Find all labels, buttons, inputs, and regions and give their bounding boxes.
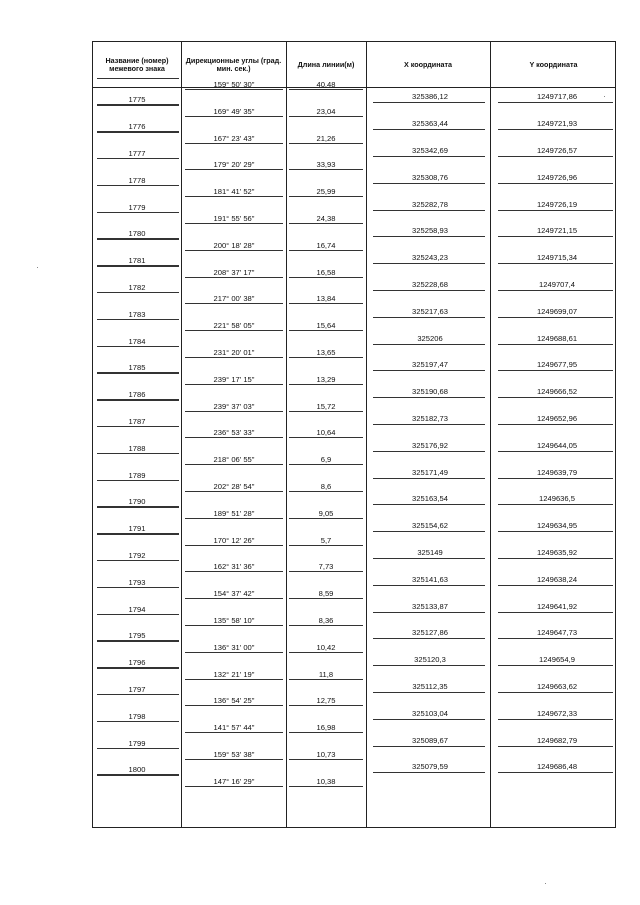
point-name-cell: 1794: [128, 604, 146, 614]
row-rule: [289, 625, 363, 626]
header-y-coordinate: Y координата: [529, 59, 578, 69]
row-rule: [97, 78, 179, 79]
row-rule: [289, 545, 363, 546]
point-name-cell: 1787: [128, 417, 146, 426]
row-rule: [97, 694, 179, 695]
point-name-cell: 1778: [128, 175, 146, 185]
row-rule: [185, 518, 283, 519]
line-length-cell: 13,65: [316, 348, 336, 357]
row-rule: [373, 638, 485, 639]
row-rule: [498, 210, 613, 211]
row-rule: [498, 585, 613, 586]
y-coordinate-cell: 1249721,15: [536, 226, 578, 236]
y-coordinate-cell: 1249688,61: [536, 333, 578, 343]
line-length-cell: 10,64: [316, 428, 336, 438]
direction-angle-cell: 221° 58' 05": [213, 321, 255, 331]
row-rule: [373, 612, 485, 613]
row-rule: [97, 319, 179, 320]
direction-angle-cell: 191° 55' 56": [213, 214, 255, 223]
x-coordinate-cell: 325079,59: [412, 762, 448, 772]
scan-speck: [37, 267, 38, 268]
direction-angle-cell: 189° 51' 28": [213, 508, 255, 518]
row-rule: [498, 290, 613, 291]
line-length-cell: 8,6: [320, 482, 332, 491]
line-length-cell: 15,64: [316, 321, 336, 331]
point-name-cell: 1795: [128, 631, 146, 641]
y-coordinate-cell: 1249638,24: [536, 574, 578, 584]
direction-angle-cell: 202° 28' 54": [213, 482, 255, 491]
direction-angle-cell: 200° 18' 28": [213, 240, 255, 250]
x-coordinate-cell: 325171,49: [412, 467, 448, 477]
direction-angle-cell: 141° 57' 44": [213, 723, 255, 733]
column-divider: [490, 42, 491, 827]
point-name-cell: 1781: [128, 256, 146, 266]
y-coordinate-cell: 1249647,73: [536, 628, 578, 638]
row-rule: [373, 344, 485, 345]
row-rule: [185, 357, 283, 358]
row-rule: [185, 143, 283, 144]
row-rule: [97, 292, 179, 293]
row-rule: [97, 506, 179, 507]
direction-angle-cell: 136° 54' 25": [213, 696, 255, 706]
row-rule: [498, 772, 613, 773]
direction-angle-cell: 136° 31' 00": [213, 642, 255, 652]
row-rule: [185, 491, 283, 492]
row-rule: [373, 692, 485, 693]
y-coordinate-cell: 1249635,92: [536, 548, 578, 557]
y-coordinate-cell: 1249726,96: [536, 172, 578, 182]
point-name-cell: 1786: [128, 390, 146, 400]
line-length-cell: 11,8: [318, 669, 334, 679]
line-length-cell: 33,93: [316, 160, 336, 170]
scan-speck: [604, 96, 605, 97]
line-length-cell: 21,26: [316, 133, 336, 143]
y-coordinate-cell: 1249721,93: [536, 119, 578, 129]
row-rule: [185, 437, 283, 438]
row-rule: [185, 652, 283, 653]
row-rule: [373, 504, 485, 505]
x-coordinate-cell: 325120,3: [414, 655, 446, 665]
row-rule: [185, 598, 283, 599]
y-coordinate-cell: 1249699,07: [536, 306, 578, 316]
direction-angle-cell: 179° 20' 29": [213, 160, 255, 170]
point-name-cell: 1777: [128, 149, 146, 158]
row-rule: [289, 411, 363, 412]
row-rule: [97, 667, 179, 668]
row-rule: [498, 665, 613, 666]
x-coordinate-cell: 325342,69: [412, 146, 448, 155]
row-rule: [373, 478, 485, 479]
row-rule: [289, 759, 363, 760]
direction-angle-cell: 169° 49' 35": [213, 106, 255, 116]
row-rule: [498, 397, 613, 398]
line-length-cell: 25,99: [316, 187, 336, 197]
x-coordinate-cell: 325149: [417, 548, 443, 557]
point-name-cell: 1788: [128, 443, 146, 453]
row-rule: [185, 786, 283, 787]
x-coordinate-cell: 325127,86: [412, 628, 448, 638]
row-rule: [97, 399, 179, 400]
y-coordinate-cell: 1249677,95: [536, 360, 578, 370]
direction-angle-cell: 236° 53' 33": [213, 428, 255, 438]
row-rule: [289, 169, 363, 170]
row-rule: [97, 587, 179, 588]
row-rule: [373, 236, 485, 237]
row-rule: [97, 212, 179, 213]
row-rule: [185, 759, 283, 760]
row-rule: [498, 558, 613, 559]
y-coordinate-cell: 1249663,62: [536, 682, 578, 691]
direction-angle-cell: 181° 41' 52": [213, 187, 255, 197]
line-length-cell: 10,42: [316, 642, 336, 652]
direction-angle-cell: 170° 12' 26": [213, 535, 255, 545]
line-length-cell: 23,04: [316, 106, 336, 116]
x-coordinate-cell: 325176,92: [412, 440, 448, 450]
row-rule: [373, 317, 485, 318]
direction-angle-cell: 154° 37' 42": [213, 589, 255, 599]
direction-angle-cell: 239° 17' 15": [213, 374, 255, 384]
y-coordinate-cell: 1249717,86: [536, 92, 578, 102]
row-rule: [185, 330, 283, 331]
row-rule: [289, 277, 363, 278]
point-name-cell: 1783: [128, 309, 146, 319]
row-rule: [289, 705, 363, 706]
row-rule: [289, 143, 363, 144]
row-rule: [373, 746, 485, 747]
row-rule: [373, 263, 485, 264]
row-rule: [185, 411, 283, 412]
row-rule: [97, 640, 179, 641]
row-rule: [373, 665, 485, 666]
direction-angle-cell: 159° 50' 30": [213, 80, 255, 89]
y-coordinate-cell: 1249639,79: [536, 467, 578, 477]
row-rule: [97, 372, 179, 373]
point-name-cell: 1780: [128, 229, 146, 239]
row-rule: [185, 169, 283, 170]
row-rule: [185, 571, 283, 572]
x-coordinate-cell: 325217,63: [412, 306, 448, 316]
row-rule: [289, 598, 363, 599]
y-coordinate-cell: 1249726,19: [536, 199, 578, 209]
row-rule: [185, 116, 283, 117]
row-rule: [498, 531, 613, 532]
x-coordinate-cell: 325206: [417, 333, 443, 343]
row-rule: [498, 102, 613, 103]
y-coordinate-cell: 1249654,9: [539, 655, 575, 665]
header-point-name: Название (номер) межевого знака: [105, 55, 169, 73]
x-coordinate-cell: 325243,23: [412, 253, 448, 263]
row-rule: [97, 158, 179, 159]
line-length-cell: 16,58: [316, 267, 336, 277]
line-length-cell: 7,73: [318, 562, 334, 572]
row-rule: [185, 250, 283, 251]
row-rule: [185, 545, 283, 546]
x-coordinate-cell: 325386,12: [412, 92, 448, 102]
x-coordinate-cell: 325141,63: [412, 574, 448, 584]
point-name-cell: 1784: [128, 336, 146, 346]
x-coordinate-cell: 325228,68: [412, 280, 448, 289]
y-coordinate-cell: 1249636,5: [539, 494, 575, 504]
x-coordinate-cell: 325103,04: [412, 708, 448, 718]
row-rule: [97, 426, 179, 427]
row-rule: [373, 424, 485, 425]
row-rule: [185, 303, 283, 304]
y-coordinate-cell: 1249641,92: [536, 601, 578, 611]
line-length-cell: 15,72: [316, 401, 336, 411]
row-rule: [289, 357, 363, 358]
row-rule: [185, 464, 283, 465]
direction-angle-cell: 231° 20' 01": [213, 348, 255, 357]
point-name-cell: 1799: [128, 738, 146, 748]
point-name-cell: 1785: [128, 363, 146, 373]
line-length-cell: 16,98: [316, 723, 336, 733]
row-rule: [373, 129, 485, 130]
direction-angle-cell: 208° 37' 17": [213, 267, 255, 277]
row-rule: [498, 719, 613, 720]
line-length-cell: 12,75: [316, 696, 336, 706]
row-rule: [289, 223, 363, 224]
line-length-cell: 24,38: [316, 214, 336, 223]
point-name-cell: 1790: [128, 497, 146, 507]
row-rule: [289, 89, 363, 90]
row-rule: [97, 721, 179, 722]
line-length-cell: 5,7: [320, 535, 332, 545]
row-rule: [185, 625, 283, 626]
row-rule: [185, 196, 283, 197]
line-length-cell: 8,36: [318, 616, 334, 625]
row-rule: [289, 518, 363, 519]
row-rule: [498, 746, 613, 747]
column-divider: [366, 42, 367, 827]
direction-angle-cell: 132° 21' 19": [213, 669, 255, 679]
y-coordinate-cell: 1249644,05: [536, 440, 578, 450]
row-rule: [373, 397, 485, 398]
point-name-cell: 1789: [128, 470, 146, 480]
row-rule: [289, 652, 363, 653]
row-rule: [373, 290, 485, 291]
header-x-coordinate: X координата: [403, 59, 453, 69]
row-rule: [97, 480, 179, 481]
direction-angle-cell: 135° 58' 10": [213, 616, 255, 625]
row-rule: [373, 585, 485, 586]
row-rule: [97, 346, 179, 347]
x-coordinate-cell: 325258,93: [412, 226, 448, 236]
row-rule: [97, 533, 179, 534]
direction-angle-cell: 159° 53' 38": [213, 750, 255, 759]
row-rule: [498, 236, 613, 237]
column-divider: [286, 42, 287, 827]
row-rule: [97, 131, 179, 132]
row-rule: [289, 491, 363, 492]
point-name-cell: 1782: [128, 283, 146, 292]
row-rule: [97, 614, 179, 615]
y-coordinate-cell: 1249634,95: [536, 521, 578, 531]
row-rule: [97, 185, 179, 186]
header-direction-angle: Дирекционные углы (град. мин. сек.): [185, 55, 282, 73]
line-length-cell: 13,84: [316, 294, 336, 304]
y-coordinate-cell: 1249726,57: [536, 146, 578, 155]
row-rule: [289, 116, 363, 117]
row-rule: [373, 102, 485, 103]
line-length-cell: 6,9: [320, 455, 332, 465]
row-rule: [498, 504, 613, 505]
x-coordinate-cell: 325308,76: [412, 172, 448, 182]
scan-speck: [545, 883, 546, 884]
row-rule: [289, 464, 363, 465]
direction-angle-cell: 217° 00' 38": [213, 294, 255, 304]
row-rule: [289, 303, 363, 304]
x-coordinate-cell: 325197,47: [412, 360, 448, 370]
row-rule: [498, 451, 613, 452]
row-rule: [97, 748, 179, 749]
point-name-cell: 1792: [128, 551, 146, 560]
row-rule: [289, 384, 363, 385]
row-rule: [97, 560, 179, 561]
x-coordinate-cell: 325182,73: [412, 414, 448, 423]
direction-angle-cell: 218° 06' 55": [213, 455, 255, 465]
y-coordinate-cell: 1249707,4: [539, 280, 575, 289]
y-coordinate-cell: 1249715,34: [536, 253, 578, 263]
row-rule: [498, 424, 613, 425]
row-rule: [498, 612, 613, 613]
row-rule: [373, 183, 485, 184]
x-coordinate-cell: 325363,44: [412, 119, 448, 129]
point-name-cell: 1779: [128, 202, 146, 212]
x-coordinate-cell: 325154,62: [412, 521, 448, 531]
y-coordinate-cell: 1249652,96: [536, 414, 578, 423]
row-rule: [373, 370, 485, 371]
header-line-length: Длина линии(м): [297, 59, 355, 69]
point-name-cell: 1776: [128, 122, 146, 132]
row-rule: [97, 774, 179, 775]
row-rule: [498, 183, 613, 184]
line-length-cell: 13,29: [316, 374, 336, 384]
row-rule: [498, 370, 613, 371]
row-rule: [373, 451, 485, 452]
row-rule: [289, 196, 363, 197]
point-name-cell: 1775: [128, 95, 146, 105]
row-rule: [97, 104, 179, 105]
row-rule: [498, 263, 613, 264]
line-length-cell: 10,73: [316, 750, 336, 759]
direction-angle-cell: 167° 23' 43": [213, 133, 255, 143]
row-rule: [289, 250, 363, 251]
y-coordinate-cell: 1249666,52: [536, 387, 578, 397]
row-rule: [289, 786, 363, 787]
row-rule: [373, 210, 485, 211]
y-coordinate-cell: 1249686,48: [536, 762, 578, 772]
row-rule: [289, 437, 363, 438]
row-rule: [185, 277, 283, 278]
row-rule: [373, 772, 485, 773]
row-rule: [289, 330, 363, 331]
y-coordinate-cell: 1249672,33: [536, 708, 578, 718]
row-rule: [373, 719, 485, 720]
direction-angle-cell: 162° 31' 36": [213, 562, 255, 572]
row-rule: [185, 223, 283, 224]
point-name-cell: 1793: [128, 577, 146, 587]
row-rule: [185, 705, 283, 706]
x-coordinate-cell: 325282,78: [412, 199, 448, 209]
line-length-cell: 40,48: [316, 80, 336, 89]
row-rule: [498, 344, 613, 345]
row-rule: [498, 692, 613, 693]
row-rule: [373, 531, 485, 532]
direction-angle-cell: 147° 16' 29": [213, 776, 255, 786]
x-coordinate-cell: 325190,68: [412, 387, 448, 397]
row-rule: [498, 638, 613, 639]
row-rule: [185, 732, 283, 733]
point-name-cell: 1791: [128, 524, 146, 534]
line-length-cell: 9,05: [318, 508, 334, 518]
row-rule: [185, 384, 283, 385]
x-coordinate-cell: 325112,35: [412, 682, 448, 691]
row-rule: [498, 317, 613, 318]
row-rule: [373, 156, 485, 157]
line-length-cell: 10,38: [316, 776, 336, 786]
row-rule: [498, 129, 613, 130]
x-coordinate-cell: 325089,67: [412, 735, 448, 745]
row-rule: [289, 571, 363, 572]
boundary-points-table: [92, 41, 616, 828]
y-coordinate-cell: 1249682,79: [536, 735, 578, 745]
row-rule: [97, 453, 179, 454]
row-rule: [185, 89, 283, 90]
x-coordinate-cell: 325163,54: [412, 494, 448, 504]
row-rule: [97, 238, 179, 239]
line-length-cell: 16,74: [316, 240, 336, 250]
direction-angle-cell: 239° 37' 03": [213, 401, 255, 411]
row-rule: [498, 156, 613, 157]
column-divider: [181, 42, 182, 827]
x-coordinate-cell: 325133,87: [412, 601, 448, 611]
row-rule: [373, 558, 485, 559]
row-rule: [97, 265, 179, 266]
row-rule: [498, 478, 613, 479]
row-rule: [289, 732, 363, 733]
row-rule: [289, 679, 363, 680]
point-name-cell: 1796: [128, 658, 146, 668]
point-name-cell: 1800: [128, 765, 146, 775]
line-length-cell: 8,59: [318, 589, 334, 599]
point-name-cell: 1797: [128, 685, 146, 694]
row-rule: [185, 679, 283, 680]
point-name-cell: 1798: [128, 711, 146, 721]
